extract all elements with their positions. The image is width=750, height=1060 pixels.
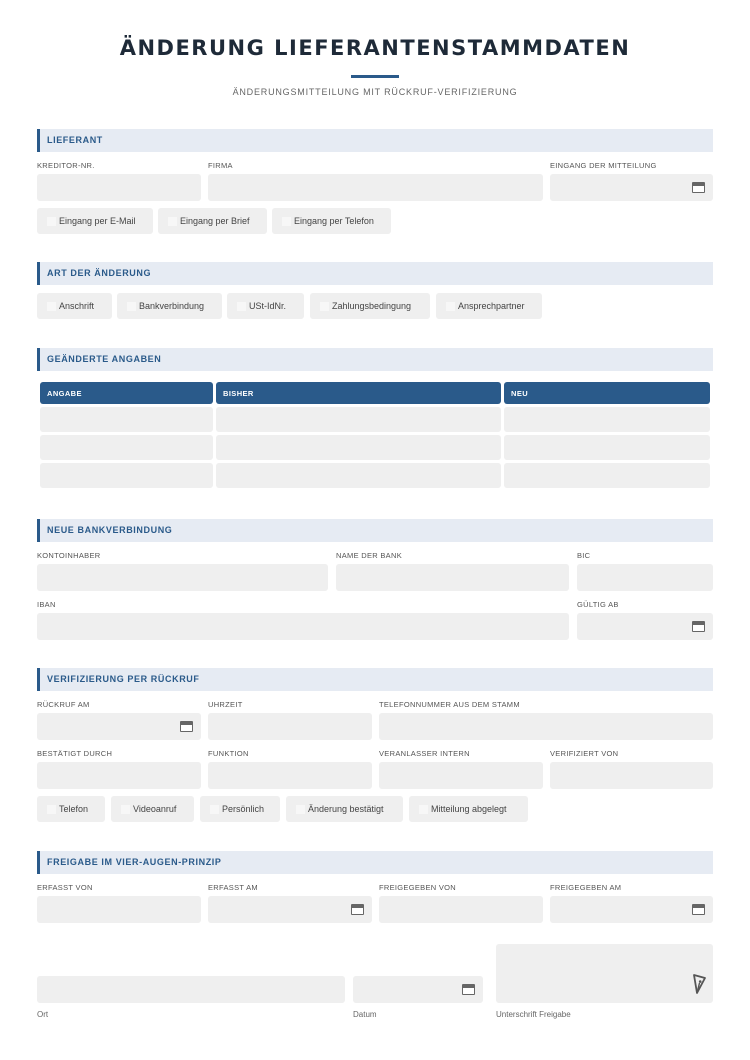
checkbox[interactable] — [237, 302, 246, 311]
label-name-der-bank: NAME DER BANK — [336, 551, 402, 560]
calendar-icon[interactable] — [180, 721, 193, 732]
table-cell[interactable] — [504, 407, 710, 432]
checkbox[interactable] — [47, 302, 56, 311]
label-firma: FIRMA — [208, 161, 233, 170]
kreditor-nr-field[interactable] — [37, 174, 201, 201]
checkbox[interactable] — [127, 302, 136, 311]
label-erfasst-von: ERFASST VON — [37, 883, 93, 892]
label-freigegeben-am: FREIGEGEBEN AM — [550, 883, 622, 892]
label-verifiziert-von: VERIFIZIERT VON — [550, 749, 619, 758]
kontoinhaber-field[interactable] — [37, 564, 328, 591]
table-cell[interactable] — [504, 463, 710, 488]
checkbox[interactable] — [419, 805, 428, 814]
checkbox[interactable] — [210, 805, 219, 814]
label-ort: Ort — [37, 1010, 49, 1019]
datum-field[interactable] — [353, 976, 483, 1003]
section-geaenderte-angaben — [37, 348, 713, 371]
erfasst-am-field[interactable] — [208, 896, 372, 923]
section-heading: FREIGABE IM VIER-AUGEN-PRINZIP — [47, 857, 222, 867]
title-rule — [351, 75, 399, 78]
section-heading: LIEFERANT — [47, 135, 103, 145]
option-eingang-brief[interactable]: Eingang per Brief — [158, 208, 267, 234]
freigegeben-von-field[interactable] — [379, 896, 543, 923]
firma-field[interactable] — [208, 174, 543, 201]
calendar-icon[interactable] — [692, 904, 705, 915]
eingang-mitteilung-field[interactable] — [550, 174, 713, 201]
label-eingang-mitteilung: EINGANG DER MITTEILUNG — [550, 161, 657, 170]
section-art-der-aenderung — [37, 262, 713, 285]
option-ansprechpartner[interactable]: Ansprechpartner — [436, 293, 542, 319]
calendar-icon[interactable] — [351, 904, 364, 915]
table-cell[interactable] — [40, 407, 213, 432]
ort-field[interactable] — [37, 976, 345, 1003]
page-subtitle: ÄNDERUNGSMITTEILUNG MIT RÜCKRUF-VERIFIZIERUNG — [232, 87, 518, 97]
label-datum: Datum — [353, 1010, 377, 1019]
section-heading: VERIFIZIERUNG PER RÜCKRUF — [47, 674, 200, 684]
option-eingang-email[interactable]: Eingang per E-Mail — [37, 208, 153, 234]
option-mitteilung-abgelegt[interactable]: Mitteilung abgelegt — [409, 796, 528, 822]
section-heading: NEUE BANKVERBINDUNG — [47, 525, 173, 535]
section-verifizierung-rueckruf — [37, 668, 713, 691]
veranlasser-intern-field[interactable] — [379, 762, 543, 789]
option-videoanruf[interactable]: Videoanruf — [111, 796, 194, 822]
table-cell[interactable] — [216, 407, 501, 432]
table-cell[interactable] — [40, 463, 213, 488]
freigegeben-am-field[interactable] — [550, 896, 713, 923]
checkbox[interactable] — [168, 217, 177, 226]
bestaetigt-durch-field[interactable] — [37, 762, 201, 789]
gueltig-ab-field[interactable] — [577, 613, 713, 640]
pen-nib-icon — [691, 973, 707, 995]
checkbox[interactable] — [296, 805, 305, 814]
label-bic: BIC — [577, 551, 591, 560]
iban-field[interactable] — [37, 613, 569, 640]
checkbox[interactable] — [320, 302, 329, 311]
section-heading: GEÄNDERTE ANGABEN — [47, 354, 162, 364]
table-cell[interactable] — [216, 435, 501, 460]
option-persoenlich[interactable]: Persönlich — [200, 796, 280, 822]
option-eingang-telefon[interactable]: Eingang per Telefon — [272, 208, 391, 234]
checkbox[interactable] — [282, 217, 291, 226]
rueckruf-am-field[interactable] — [37, 713, 201, 740]
label-bestaetigt-durch: BESTÄTIGT DURCH — [37, 749, 113, 758]
label-telefonnummer-stamm: TELEFONNUMMER AUS DEM STAMM — [379, 700, 520, 709]
checkbox[interactable] — [446, 302, 455, 311]
checkbox[interactable] — [47, 805, 56, 814]
section-heading: ART DER ÄNDERUNG — [47, 268, 152, 278]
name-der-bank-field[interactable] — [336, 564, 569, 591]
erfasst-von-field[interactable] — [37, 896, 201, 923]
option-zahlungsbedingung[interactable]: Zahlungsbedingung — [310, 293, 430, 319]
signature-field[interactable] — [496, 944, 713, 1003]
funktion-field[interactable] — [208, 762, 372, 789]
calendar-icon[interactable] — [692, 621, 705, 632]
uhrzeit-field[interactable] — [208, 713, 372, 740]
section-freigabe — [37, 851, 713, 874]
option-aenderung-bestaetigt[interactable]: Änderung bestätigt — [286, 796, 403, 822]
calendar-icon[interactable] — [462, 984, 475, 995]
table-cell[interactable] — [40, 435, 213, 460]
option-telefon[interactable]: Telefon — [37, 796, 105, 822]
verifiziert-von-field[interactable] — [550, 762, 713, 789]
telefonnummer-stamm-field[interactable] — [379, 713, 713, 740]
option-anschrift[interactable]: Anschrift — [37, 293, 112, 319]
calendar-icon[interactable] — [692, 182, 705, 193]
column-header-neu: NEU — [504, 382, 710, 404]
table-cell[interactable] — [504, 435, 710, 460]
section-lieferant — [37, 129, 713, 152]
label-gueltig-ab: GÜLTIG AB — [577, 600, 619, 609]
column-header-angabe: ANGABE — [40, 382, 213, 404]
label-kontoinhaber: KONTOINHABER — [37, 551, 101, 560]
section-neue-bankverbindung — [37, 519, 713, 542]
checkbox[interactable] — [47, 217, 56, 226]
table-cell[interactable] — [216, 463, 501, 488]
label-freigegeben-von: FREIGEGEBEN VON — [379, 883, 457, 892]
option-ust-idnr[interactable]: USt-IdNr. — [227, 293, 304, 319]
label-erfasst-am: ERFASST AM — [208, 883, 258, 892]
checkbox[interactable] — [121, 805, 130, 814]
label-rueckruf-am: RÜCKRUF AM — [37, 700, 90, 709]
label-iban: IBAN — [37, 600, 56, 609]
label-unterschrift-freigabe: Unterschrift Freigabe — [496, 1010, 571, 1019]
label-veranlasser-intern: VERANLASSER INTERN — [379, 749, 470, 758]
option-bankverbindung[interactable]: Bankverbindung — [117, 293, 222, 319]
page-title: ÄNDERUNG LIEFERANTENSTAMMDATEN — [119, 36, 631, 60]
bic-field[interactable] — [577, 564, 713, 591]
label-funktion: FUNKTION — [208, 749, 249, 758]
label-uhrzeit: UHRZEIT — [208, 700, 243, 709]
label-kreditor-nr: KREDITOR-NR. — [37, 161, 95, 170]
column-header-bisher: BISHER — [216, 382, 501, 404]
